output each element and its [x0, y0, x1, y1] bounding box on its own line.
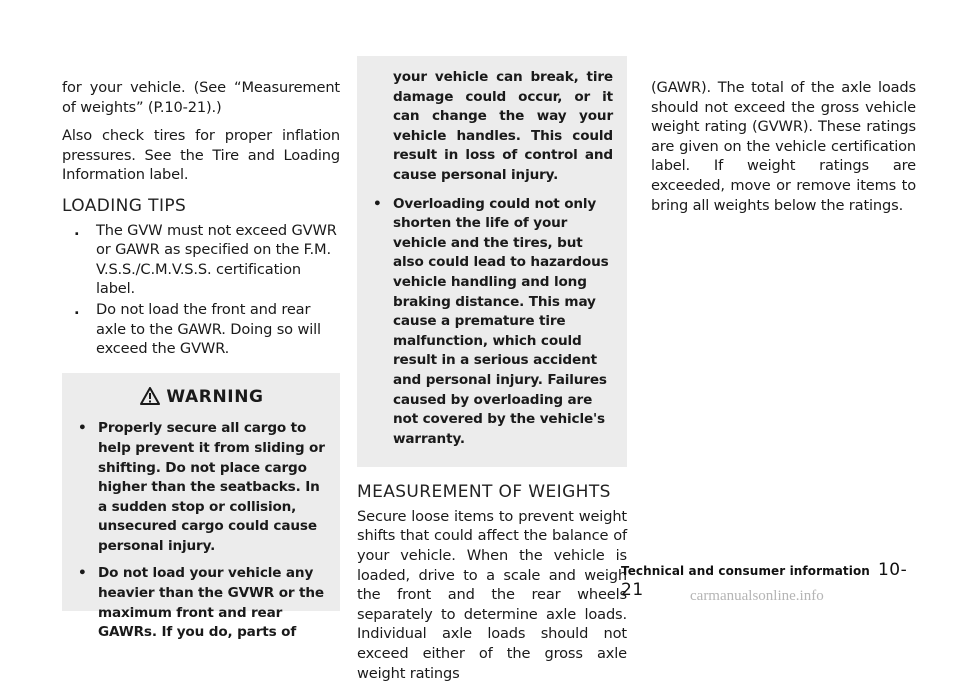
warning-triangle-icon	[140, 387, 160, 405]
warning-title: WARNING	[78, 387, 326, 408]
warning-list	[78, 419, 326, 643]
bullet-icon: •	[78, 565, 87, 582]
list-item: . The GVW must not exceed GVWR or GAWR as specified on the F.M. V.S.S./C.M.V.S.S. certification label.	[74, 221, 337, 298]
left-column	[62, 78, 340, 641]
warning-box	[62, 373, 340, 641]
list-item: . Do not load the front and rear axle to the GAWR. Doing so will exceed the GVWR.	[74, 300, 321, 358]
measurement-heading: MEASUREMENT OF WEIGHTS	[357, 482, 611, 503]
intro-paragraph: for your vehicle. (See “Measurement of weights” (P.10-21).)	[62, 79, 340, 116]
page-number: 10-21	[621, 560, 908, 600]
warning-continued-text: your vehicle can break, tire damage could occur, or it can change the way your vehicle handles. This could result in loss of control and cause personal injury.	[393, 69, 613, 183]
loading-tips-heading: LOADING TIPS	[62, 195, 187, 216]
bullet-icon: .	[74, 300, 80, 318]
middle-column	[357, 69, 627, 692]
inflation-paragraph: Also check tires for proper inflation pressures. See the Tire and Loading Information label.	[62, 127, 340, 184]
bullet-icon: •	[373, 195, 382, 212]
measurement-paragraph: Secure loose items to prevent weight shifts that could affect the balance of your vehicle. When the vehicle is loaded, drive to a scale and weigh the front and the rear wheels separately to determine axle loads. Individual axle loads should not exceed either of the gross axle weight ratings	[357, 507, 627, 682]
watermark: carmanualsonline.info	[690, 588, 824, 604]
loading-tips-list	[62, 221, 340, 359]
warning-box-continued	[357, 56, 627, 467]
list-item: • Overloading could not only shorten the life of your vehicle and the tires, but also could lead to hazardous vehicle handling and long braking distance. This may cause a premature tire malfunction, which could result in a serious accident and personal injury. Failures caused by overloading are not covered by the vehicle's warranty.	[373, 195, 609, 447]
bullet-icon: •	[78, 420, 87, 437]
warning-list-continued	[373, 195, 613, 450]
list-item: • Properly secure all cargo to help prevent it from sliding or shifting. Do not place cargo higher than the seatbacks. In a sudden stop or collision, unsecured cargo could cause personal injury.	[78, 420, 325, 554]
list-item: • Do not load your vehicle any heavier than the GVWR or the maximum front and rear GAWRs. If you do, parts of	[78, 565, 324, 641]
footer-section-label: Technical and consumer information	[621, 564, 870, 578]
right-column	[651, 78, 916, 224]
ratings-paragraph: (GAWR). The total of the axle loads should not exceed the gross vehicle weight rating (GVWR). These ratings are given on the vehicle certification label. If weight ratings are exceeded, move or remove items to bring all weights below the ratings.	[651, 79, 916, 214]
bullet-icon: .	[74, 221, 80, 239]
